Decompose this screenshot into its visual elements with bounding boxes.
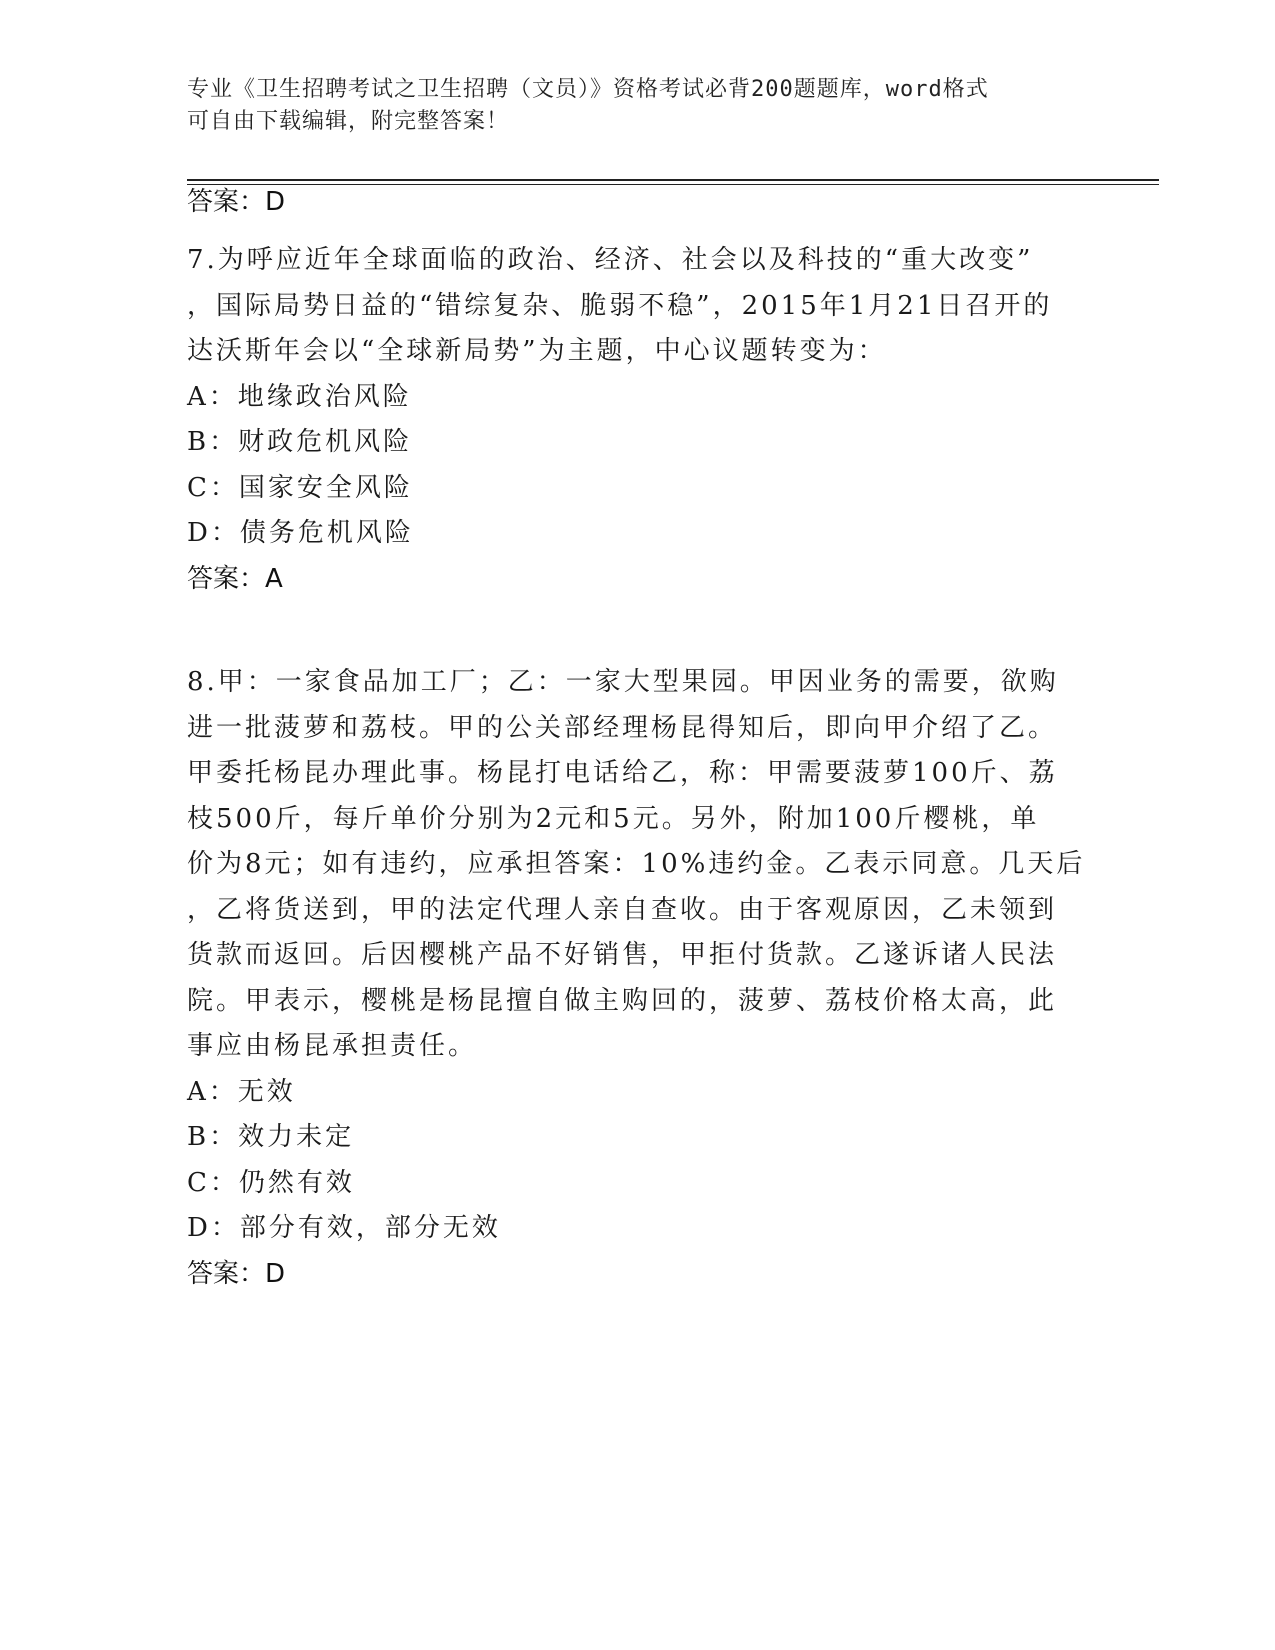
option-a: A：地缘政治风险 xyxy=(187,381,412,412)
option-c: C：仍然有效 xyxy=(187,1167,355,1198)
header-line-2: 可自由下载编辑，附完整答案！ xyxy=(187,109,510,134)
header-line-1: 专业《卫生招聘考试之卫生招聘（文员）》资格考试必背200题题库，word格式 xyxy=(187,77,989,102)
question-7 xyxy=(187,238,1087,601)
option-b: B：财政危机风险 xyxy=(187,427,413,457)
page-header xyxy=(187,74,1067,138)
option-c: C：国家安全风险 xyxy=(187,472,413,503)
answer: 答案：A xyxy=(187,563,283,594)
question-text: 7.为呼应近年全球面临的政治、经济、社会以及科技的“重大改变” ，国际局势日益的“错综复杂、脆弱不稳”，2015年1月21日召开的 达沃斯年会以“全球新局势”为主题，中心议题转变为： xyxy=(187,245,1053,366)
option-d: D：部分有效，部分无效 xyxy=(187,1213,501,1243)
question-8 xyxy=(187,660,1087,1296)
question-text: 8.甲：一家食品加工厂；乙：一家大型果园。甲因业务的需要，欲购 进一批菠萝和荔枝。甲的公关部经理杨昆得知后，即向甲介绍了乙。 甲委托杨昆办理此事。杨昆打电话给乙，称：甲需要菠萝100斤、荔 枝500斤，每斤单价分别为2元和5元。另外，附加100斤樱桃，单 价为8元；如有违约，应承担答案：10%违约金。乙表示同意。几天后 ，乙将货送到，甲的法定代理人亲自查收。由于客观原因，乙未领到 货款而返回。后因樱桃产品不好销售，甲拒付货款。乙遂诉诸人民法 院。甲表示，樱桃是杨昆擅自做主购回的，菠萝、荔枝价格太高，此 事应由杨昆承担责任。 xyxy=(187,667,1086,1061)
option-a: A：无效 xyxy=(187,1076,296,1107)
option-b: B：效力未定 xyxy=(187,1122,355,1152)
answer: 答案：D xyxy=(187,1258,286,1289)
previous-answer: 答案：D xyxy=(187,187,286,217)
option-d: D：债务危机风险 xyxy=(187,518,414,548)
